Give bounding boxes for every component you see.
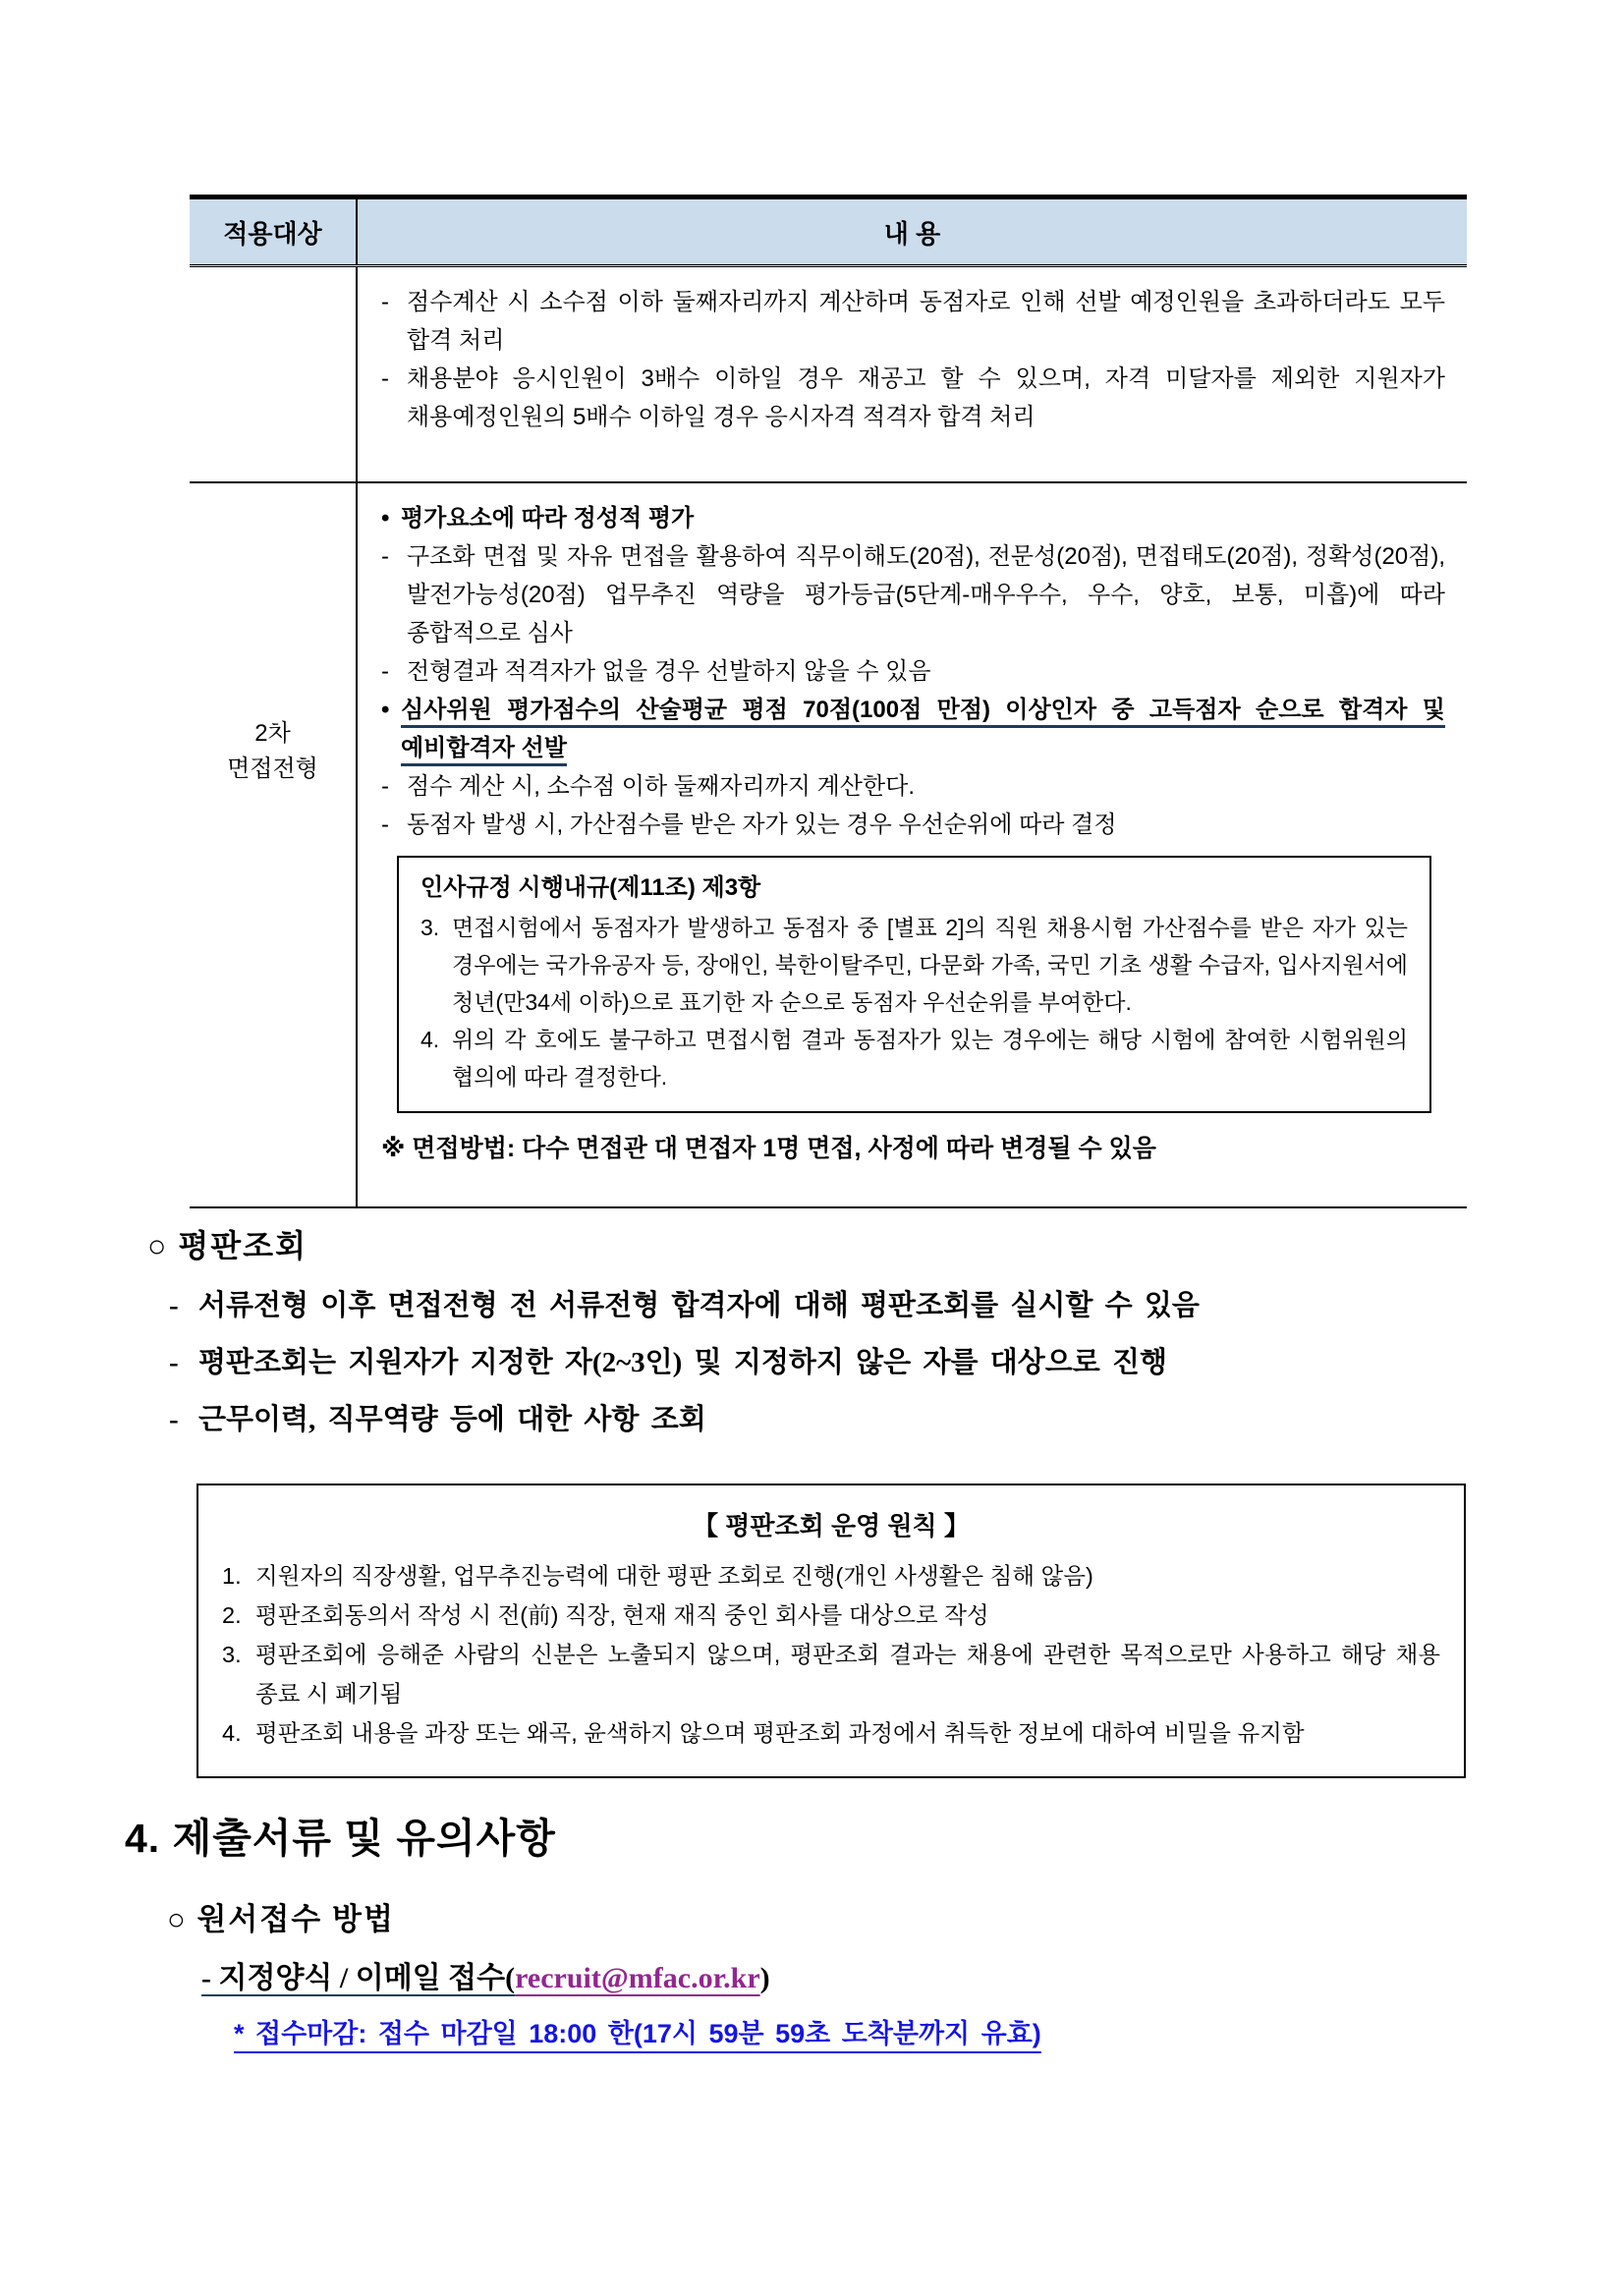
list-item-text: 전형결과 적격자가 없을 경우 선발하지 않을 수 있음 — [407, 658, 931, 685]
stage-label-line1: 2차 — [254, 720, 291, 747]
selection-criteria-table — [190, 195, 1467, 1208]
section4-heading: 4. 제출서류 및 유의사항 — [125, 1816, 556, 1861]
list-item — [169, 1277, 1476, 1334]
dash-marker: - — [169, 1404, 179, 1435]
principle-item-text: 평판조회 내용을 과장 또는 왜곡, 윤색하지 않으며 평판조회 과정에서 취득한 정보에 대하여 비밀을 유지함 — [255, 1720, 1305, 1746]
rule-item — [420, 909, 1408, 1021]
principle-item-text: 평판조회에 응해준 사람의 신분은 노출되지 않으며, 평판조회 결과는 채용에 관련한 목적으로만 사용하고 해당 채용 종료 시 폐기됨 — [255, 1642, 1440, 1707]
reputation-box-title: 【 평판조회 운영 원칙 】 — [693, 1511, 970, 1540]
list-item — [381, 767, 1445, 806]
principle-item — [222, 1556, 1440, 1596]
list-item — [381, 691, 1445, 767]
list-item-text: 평판조회는 지원자가 지정한 자(2~3인) 및 지정하지 않은 자를 대상으로 진행 — [198, 1347, 1168, 1378]
reputation-section-heading: ○ 평판조회 — [147, 1228, 308, 1263]
stage-label-line2: 면접전형 — [227, 756, 318, 782]
interview-method-note: ※ 면접방법: 다수 면접관 대 면접자 1명 면접, 사정에 따라 변경될 수 있음 — [381, 1135, 1156, 1162]
principle-item-text: 평판조회동의서 작성 시 전(前) 직장, 현재 재직 중인 회사를 대상으로 작성 — [255, 1602, 989, 1628]
list-item-text: 서류전형 이후 면접전형 전 서류전형 합격자에 대해 평판조회를 실시할 수 있음 — [198, 1290, 1200, 1321]
principle-item-text: 지원자의 직장생활, 업무추진능력에 대한 평판 조회로 진행(개인 사생활은 침해 않음) — [255, 1563, 1093, 1589]
number-marker: 3. — [222, 1642, 242, 1667]
list-item-text: 점수 계산 시, 소수점 이하 둘째자리까지 계산한다. — [407, 773, 916, 800]
list-item-text: 동점자 발생 시, 가산점수를 받은 자가 있는 경우 우선순위에 따라 결정 — [407, 812, 1117, 838]
list-item-text: 근무이력, 직무역량 등에 대한 사항 조회 — [198, 1404, 706, 1435]
dash-marker: - — [169, 1290, 179, 1321]
list-item — [381, 537, 1445, 652]
deadline-note: * 접수마감: 접수 마감일 18:00 한(17시 59분 59초 도착분까지 유효) — [234, 2019, 1041, 2048]
method-text-suffix: ) — [759, 1962, 770, 1994]
list-item — [381, 283, 1445, 360]
principle-item — [222, 1713, 1440, 1753]
number-marker: 2. — [222, 1602, 242, 1628]
method-text: - 지정양식 / 이메일 접수( — [201, 1962, 516, 1994]
dash-marker: - — [381, 812, 389, 838]
header-cell-target: 적용대상 — [190, 197, 357, 266]
reputation-lines — [169, 1277, 1476, 1448]
principle-item — [222, 1596, 1440, 1635]
list-item-text-underlined: 심사위원 평가점수의 산술평균 평점 70점(100점 만점) 이상인자 중 고득점자 순으로 합격자 및 예비합격자 선발 — [401, 697, 1445, 761]
bullet-marker: • — [381, 697, 390, 723]
list-item — [169, 1334, 1476, 1391]
number-marker: 4. — [222, 1720, 242, 1746]
list-item — [381, 806, 1445, 844]
email-link[interactable]: recruit@mfac.or.kr — [515, 1962, 760, 1994]
table-row — [190, 266, 1467, 483]
rule-box-title: 인사규정 시행내규(제11조) 제3항 — [420, 874, 761, 901]
personnel-rule-box — [397, 856, 1431, 1113]
principle-item — [222, 1635, 1440, 1713]
rule-item-text: 면접시험에서 동점자가 발생하고 동점자 중 [별표 2]의 직원 채용시험 가산점수를 받은 자가 있는 경우에는 국가유공자 등, 장애인, 북한이탈주민, 다문화 가족, 국민 기초 생활 수급자, 입사지원서에 청년(만34세 이하)으로 표기한 자 순으로 동점자 우선순위를 부여한다. — [452, 915, 1408, 1015]
dash-marker: - — [381, 543, 389, 570]
list-item — [381, 360, 1445, 436]
rule-item-text: 위의 각 호에도 불구하고 면접시험 결과 동점자가 있는 경우에는 해당 시험에 참여한 시험위원의 협의에 따라 결정한다. — [452, 1027, 1408, 1090]
rule-item — [420, 1021, 1408, 1095]
row1-content-cell — [357, 266, 1467, 483]
bullet-marker: • — [381, 505, 390, 532]
header-cell-content: 내 용 — [357, 197, 1467, 266]
list-item-text: 채용분야 응시인원이 3배수 이하일 경우 재공고 할 수 있으며, 자격 미달자를 제외한 지원자가 채용예정인원의 5배수 이하일 경우 응시자격 적격자 합격 처리 — [407, 365, 1445, 430]
table-header-row — [190, 197, 1467, 266]
row2-content-cell — [357, 482, 1467, 1207]
list-item — [381, 652, 1445, 691]
row1-label-cell — [190, 266, 357, 483]
table-row — [190, 482, 1467, 1207]
stage-label — [194, 716, 352, 787]
list-item-text: 점수계산 시 소수점 이하 둘째자리까지 계산하며 동점자로 인해 선발 예정인원을 초과하더라도 모두 합격 처리 — [407, 289, 1445, 354]
dash-marker: - — [381, 658, 389, 685]
number-marker: 3. — [420, 915, 440, 940]
list-item — [381, 499, 1445, 537]
application-method-heading: ○ 원서접수 방법 — [167, 1902, 395, 1936]
list-item-text: 평가요소에 따라 정성적 평가 — [401, 505, 695, 532]
dash-marker: - — [381, 773, 389, 800]
reputation-principles-box — [196, 1484, 1466, 1778]
list-item-text: 구조화 면접 및 자유 면접을 활용하여 직무이해도(20점), 전문성(20점), 면접태도(20점), 정확성(20점), 발전가능성(20점) 업무추진 역량을 평가등급(5단계-매우우수, 우수, 양호, 보통, 미흡)에 따라 종합적으로 심사 — [407, 543, 1445, 646]
dash-marker: - — [381, 365, 389, 392]
row2-label-cell — [190, 482, 357, 1207]
number-marker: 4. — [420, 1027, 440, 1052]
dash-marker: - — [381, 289, 389, 315]
application-method-line — [201, 1953, 770, 1996]
list-item — [169, 1391, 1476, 1448]
dash-marker: - — [169, 1347, 179, 1378]
number-marker: 1. — [222, 1563, 242, 1589]
